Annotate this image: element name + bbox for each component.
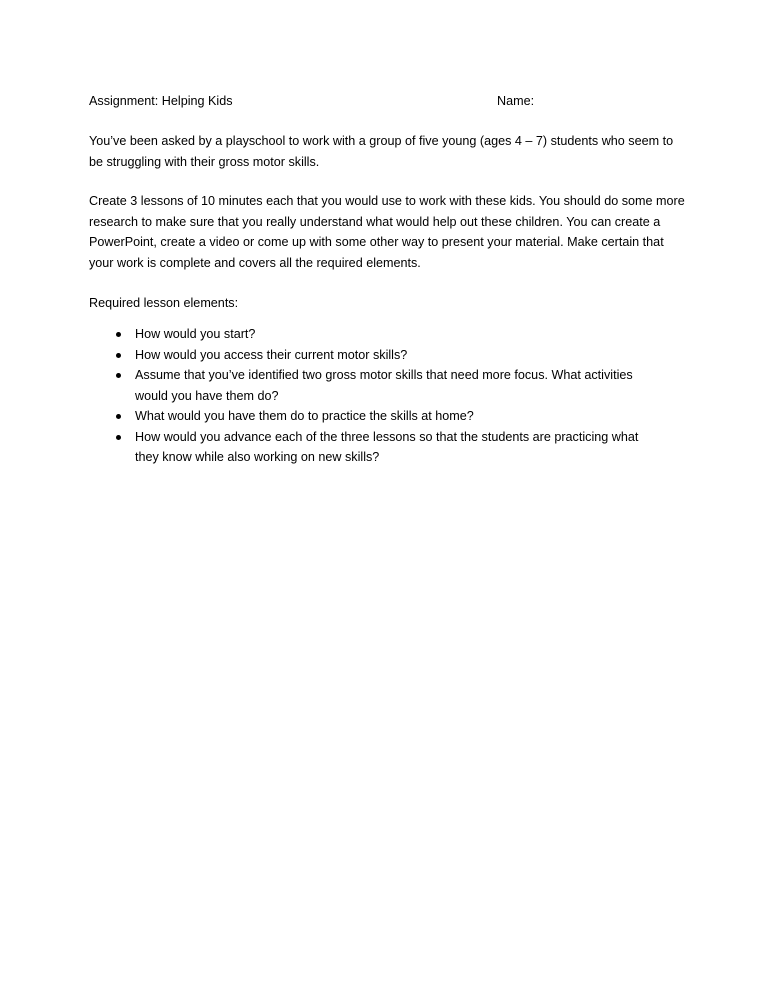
intro-paragraph: You’ve been asked by a playschool to work with a group of five young (ages 4 – 7) students who seem to be struggling with their gross motor skills. (89, 134, 674, 169)
required-elements-heading: Required lesson elements: (89, 296, 239, 310)
list-item-text: Assume that you’ve identified two gross motor skills that need more focus. What activities would you have them do? (135, 368, 633, 403)
list-item (89, 345, 665, 366)
list-item (89, 427, 665, 468)
bullet-icon (116, 332, 121, 337)
name-label: Name: (497, 94, 535, 108)
list-item (89, 406, 665, 427)
bullet-icon (116, 353, 121, 358)
instructions-paragraph: Create 3 lessons of 10 minutes each that you would use to work with these kids. You should do some more research to make sure that you really understand what would help out these children. You can create a PowerPoint, create a video or come up with some other way to present your material. Make certain that your work is complete and covers all the required elements. (89, 194, 685, 270)
list-item-text: How would you access their current motor skills? (135, 347, 408, 362)
list-item-text: How would you advance each of the three lessons so that the students are practicing what they know while also working on new skills? (135, 429, 639, 464)
assignment-title: Assignment: Helping Kids (89, 94, 233, 108)
required-elements-list (89, 324, 689, 468)
document-header (89, 91, 689, 111)
list-item (89, 365, 665, 406)
list-item (89, 324, 665, 345)
bullet-icon (116, 373, 121, 378)
bullet-icon (116, 435, 121, 440)
list-item-text: How would you start? (135, 327, 256, 341)
list-item-text: What would you have them do to practice the skills at home? (135, 409, 474, 423)
bullet-icon (116, 414, 121, 419)
